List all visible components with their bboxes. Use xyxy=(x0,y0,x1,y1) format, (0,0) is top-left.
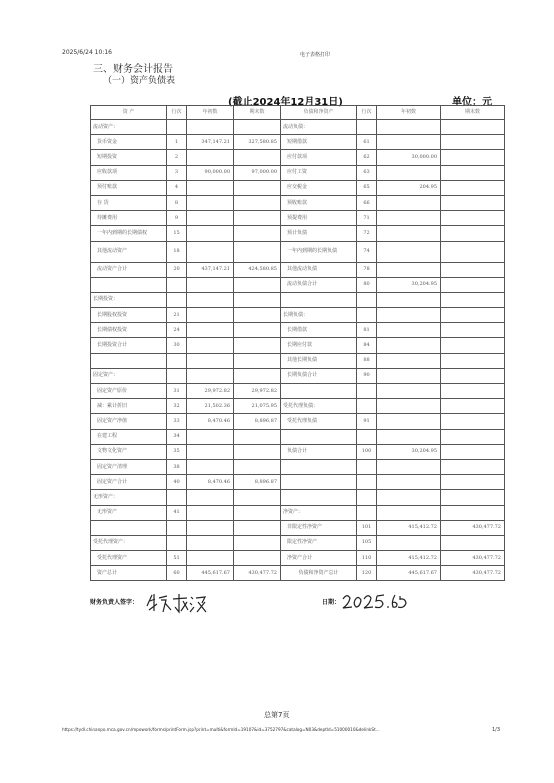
table-cell: 81 xyxy=(357,323,377,338)
table-row xyxy=(91,490,505,505)
table-cell xyxy=(441,277,505,292)
table-cell: 20 xyxy=(167,262,187,277)
table-cell: 31 xyxy=(167,384,187,399)
table-cell xyxy=(377,338,441,353)
table-row xyxy=(91,399,505,414)
table-cell: 8,470.46 xyxy=(187,475,234,490)
table-cell xyxy=(234,308,281,323)
table-cell xyxy=(281,384,357,399)
table-cell: 430,477.72 xyxy=(441,551,505,566)
table-cell xyxy=(441,165,505,180)
table-cell xyxy=(377,211,441,226)
table-cell xyxy=(187,459,234,474)
table-cell xyxy=(441,120,505,135)
table-cell: 8,896.87 xyxy=(234,414,281,429)
table-cell: 91 xyxy=(357,414,377,429)
table-cell: 在建工程 xyxy=(91,429,167,444)
table-cell: 流动负债： xyxy=(281,120,357,135)
table-row xyxy=(91,520,505,535)
table-row xyxy=(91,475,505,490)
table-cell: 66 xyxy=(357,195,377,210)
balance-sheet-table xyxy=(90,105,505,581)
table-cell xyxy=(441,150,505,165)
table-cell: 应付工资 xyxy=(281,165,357,180)
table-cell: 78 xyxy=(357,262,377,277)
table-row xyxy=(91,459,505,474)
table-cell: 预计负债 xyxy=(281,226,357,241)
table-cell: 424,580.85 xyxy=(234,262,281,277)
table-cell xyxy=(234,505,281,520)
table-cell: 流动资产合计 xyxy=(91,262,167,277)
table-cell: 101 xyxy=(357,520,377,535)
table-cell xyxy=(377,535,441,550)
table-cell xyxy=(377,459,441,474)
page-count: 1/3 xyxy=(492,727,501,733)
table-cell: 84 xyxy=(357,338,377,353)
table-cell xyxy=(187,551,234,566)
table-cell xyxy=(234,338,281,353)
table-cell: 受托代理资产 xyxy=(91,551,167,566)
table-cell: 资产总计 xyxy=(91,566,167,581)
table-cell: 长期投资合计 xyxy=(91,338,167,353)
table-cell xyxy=(187,241,234,262)
table-cell: 415,412.72 xyxy=(377,551,441,566)
table-cell: 105 xyxy=(357,535,377,550)
table-row xyxy=(91,368,505,383)
table-cell xyxy=(187,353,234,368)
table-cell: 净资产合计 xyxy=(281,551,357,566)
table-cell: 327,580.85 xyxy=(234,135,281,150)
table-cell: 430,477.72 xyxy=(234,566,281,581)
table-cell xyxy=(357,399,377,414)
table-cell: 固定资产原价 xyxy=(91,384,167,399)
table-row xyxy=(91,150,505,165)
table-row xyxy=(91,323,505,338)
table-cell: 固定资产： xyxy=(91,368,167,383)
table-cell xyxy=(234,120,281,135)
table-cell xyxy=(281,292,357,307)
table-cell xyxy=(377,384,441,399)
table-cell: 430,477.72 xyxy=(441,520,505,535)
table-cell: 应交税金 xyxy=(281,180,357,195)
table-cell: 受托代理资产： xyxy=(91,535,167,550)
report-date: (截止2024年12月31日) xyxy=(228,97,343,108)
table-cell xyxy=(187,535,234,550)
table-cell xyxy=(281,490,357,505)
table-cell: 存 货 xyxy=(91,195,167,210)
table-cell xyxy=(187,180,234,195)
table-cell xyxy=(377,323,441,338)
table-cell: 受托代理负债 xyxy=(281,414,357,429)
table-cell xyxy=(441,444,505,459)
table-cell: 货币资金 xyxy=(91,135,167,150)
table-cell xyxy=(187,277,234,292)
table-cell xyxy=(91,277,167,292)
table-cell: 437,147.21 xyxy=(187,262,234,277)
table-cell: 29,972.82 xyxy=(234,384,281,399)
table-cell xyxy=(167,368,187,383)
table-cell: 80 xyxy=(357,277,377,292)
table-cell xyxy=(281,475,357,490)
table-cell xyxy=(377,135,441,150)
table-cell: 21,075.95 xyxy=(234,399,281,414)
table-cell xyxy=(377,262,441,277)
table-cell: 30,204.95 xyxy=(377,444,441,459)
table-cell xyxy=(187,195,234,210)
signature-label: 财务负责人签字： xyxy=(90,599,139,606)
table-cell xyxy=(234,520,281,535)
column-header: 期末数 xyxy=(234,106,281,120)
table-cell: 30 xyxy=(167,338,187,353)
table-cell xyxy=(187,292,234,307)
table-cell: 8,896.87 xyxy=(234,475,281,490)
table-cell: 1 xyxy=(167,135,187,150)
table-cell: 61 xyxy=(357,135,377,150)
table-cell: 88 xyxy=(357,353,377,368)
table-cell: 90 xyxy=(357,368,377,383)
table-row xyxy=(91,277,505,292)
table-cell: 90,000.00 xyxy=(187,165,234,180)
table-cell xyxy=(187,444,234,459)
table-cell: 445,617.67 xyxy=(187,566,234,581)
table-cell: 74 xyxy=(357,241,377,262)
table-cell xyxy=(441,226,505,241)
table-cell xyxy=(377,226,441,241)
table-cell: 18 xyxy=(167,241,187,262)
table-cell: 短期借款 xyxy=(281,135,357,150)
table-cell: 9 xyxy=(167,211,187,226)
table-cell: 负债合计 xyxy=(281,444,357,459)
table-cell: 净资产： xyxy=(281,505,357,520)
table-cell xyxy=(441,399,505,414)
subsection-title: （一）资产负债表 xyxy=(103,76,176,86)
table-cell xyxy=(441,135,505,150)
table-cell xyxy=(377,241,441,262)
table-cell: 65 xyxy=(357,180,377,195)
table-cell xyxy=(234,211,281,226)
table-cell: 固定资产净值 xyxy=(91,414,167,429)
table-cell xyxy=(281,459,357,474)
table-cell xyxy=(441,475,505,490)
table-cell: 62 xyxy=(357,150,377,165)
table-cell: 38 xyxy=(167,459,187,474)
table-row xyxy=(91,241,505,262)
table-cell xyxy=(234,535,281,550)
table-cell xyxy=(234,150,281,165)
table-cell xyxy=(167,120,187,135)
table-cell xyxy=(441,195,505,210)
table-cell xyxy=(187,429,234,444)
table-cell xyxy=(377,490,441,505)
signature-scribble xyxy=(143,590,219,614)
table-cell: 固定资产清理 xyxy=(91,459,167,474)
table-cell: 347,147.21 xyxy=(187,135,234,150)
table-cell: 35 xyxy=(167,444,187,459)
table-row xyxy=(91,120,505,135)
table-cell xyxy=(234,323,281,338)
table-cell: 71 xyxy=(357,211,377,226)
table-cell xyxy=(167,292,187,307)
table-row xyxy=(91,384,505,399)
table-cell xyxy=(91,353,167,368)
table-cell xyxy=(187,211,234,226)
table-cell xyxy=(234,459,281,474)
table-cell xyxy=(357,490,377,505)
table-cell xyxy=(441,384,505,399)
table-row xyxy=(91,505,505,520)
table-cell xyxy=(441,414,505,429)
table-cell xyxy=(167,277,187,292)
table-cell: 21,502.36 xyxy=(187,399,234,414)
table-cell xyxy=(234,241,281,262)
table-cell xyxy=(441,535,505,550)
table-cell: 限定性净资产 xyxy=(281,535,357,550)
table-cell xyxy=(234,195,281,210)
table-cell xyxy=(187,338,234,353)
table-cell xyxy=(167,520,187,535)
table-cell: 预付账款 xyxy=(91,180,167,195)
unit-label: 单位：元 xyxy=(452,97,492,108)
table-cell xyxy=(357,308,377,323)
table-cell: 24 xyxy=(167,323,187,338)
table-row xyxy=(91,165,505,180)
column-header: 行次 xyxy=(167,106,187,120)
table-cell: 100 xyxy=(357,444,377,459)
table-cell: 63 xyxy=(357,165,377,180)
table-cell: 204.95 xyxy=(377,180,441,195)
table-cell: 8,470.46 xyxy=(187,414,234,429)
table-cell: 文物文化资产 xyxy=(91,444,167,459)
table-cell xyxy=(377,292,441,307)
table-cell xyxy=(187,520,234,535)
table-cell xyxy=(281,429,357,444)
table-cell xyxy=(234,551,281,566)
table-row xyxy=(91,338,505,353)
table-cell: 长期负债合计 xyxy=(281,368,357,383)
table-cell xyxy=(187,120,234,135)
table-cell xyxy=(167,490,187,505)
table-cell xyxy=(441,429,505,444)
table-cell: 30,204.95 xyxy=(377,277,441,292)
table-cell xyxy=(357,505,377,520)
table-cell: 15 xyxy=(167,226,187,241)
table-cell xyxy=(167,535,187,550)
table-cell xyxy=(441,292,505,307)
table-cell: 33 xyxy=(167,414,187,429)
table-cell: 流动负债合计 xyxy=(281,277,357,292)
table-row xyxy=(91,535,505,550)
table-cell xyxy=(441,338,505,353)
table-cell xyxy=(441,490,505,505)
column-header: 年初数 xyxy=(187,106,234,120)
table-cell xyxy=(441,368,505,383)
print-timestamp: 2025/6/24 10:16 xyxy=(62,49,112,56)
table-cell: 21 xyxy=(167,308,187,323)
table-cell: 预提费用 xyxy=(281,211,357,226)
table-row xyxy=(91,308,505,323)
table-cell: 2 xyxy=(167,150,187,165)
column-header: 资 产 xyxy=(91,106,167,120)
table-cell xyxy=(91,520,167,535)
table-cell xyxy=(187,226,234,241)
table-cell: 30,000.00 xyxy=(377,150,441,165)
table-cell xyxy=(377,353,441,368)
table-cell xyxy=(377,414,441,429)
table-cell: 其他长期负债 xyxy=(281,353,357,368)
table-cell xyxy=(234,277,281,292)
table-cell xyxy=(357,459,377,474)
table-cell xyxy=(377,399,441,414)
table-row xyxy=(91,262,505,277)
table-cell: 3 xyxy=(167,165,187,180)
table-cell xyxy=(234,490,281,505)
table-cell xyxy=(377,505,441,520)
table-cell: 固定资产合计 xyxy=(91,475,167,490)
table-cell xyxy=(377,308,441,323)
table-cell: 长期投资： xyxy=(91,292,167,307)
table-cell xyxy=(234,444,281,459)
table-cell xyxy=(441,262,505,277)
table-cell: 415,412.72 xyxy=(377,520,441,535)
table-cell xyxy=(234,353,281,368)
table-cell: 负债和净资产总计 xyxy=(281,566,357,581)
table-cell: 430,477.72 xyxy=(441,566,505,581)
table-row xyxy=(91,211,505,226)
table-cell xyxy=(234,180,281,195)
table-cell: 32 xyxy=(167,399,187,414)
table-row xyxy=(91,195,505,210)
table-cell: 减：累计折旧 xyxy=(91,399,167,414)
table-cell: 一年内到期的长期负债 xyxy=(281,241,357,262)
table-cell xyxy=(441,241,505,262)
table-cell xyxy=(234,292,281,307)
table-cell: 40 xyxy=(167,475,187,490)
table-cell: 97,000.00 xyxy=(234,165,281,180)
table-cell: 非限定性净资产 xyxy=(281,520,357,535)
table-cell: 445,617.67 xyxy=(377,566,441,581)
table-cell: 无形资产 xyxy=(91,505,167,520)
table-row xyxy=(91,180,505,195)
table-cell: 待摊费用 xyxy=(91,211,167,226)
table-cell: 短期投资 xyxy=(91,150,167,165)
table-cell: 4 xyxy=(167,180,187,195)
table-cell xyxy=(357,292,377,307)
table-cell: 长期借款 xyxy=(281,323,357,338)
table-cell xyxy=(357,384,377,399)
table-cell: 应付款项 xyxy=(281,150,357,165)
table-cell xyxy=(357,429,377,444)
table-cell: 51 xyxy=(167,551,187,566)
table-cell xyxy=(234,429,281,444)
table-cell xyxy=(441,323,505,338)
table-row xyxy=(91,226,505,241)
column-header: 年初数 xyxy=(377,106,441,120)
table-cell: 一年内到期的长期债权 xyxy=(91,226,167,241)
date-label: 日期： xyxy=(322,599,341,606)
table-cell xyxy=(377,368,441,383)
table-cell xyxy=(357,475,377,490)
table-cell xyxy=(441,353,505,368)
table-row xyxy=(91,429,505,444)
table-cell xyxy=(167,353,187,368)
table-cell xyxy=(187,490,234,505)
footer-url: https://tydl.chinanpo.mca.gov.cn/mpowork/forms/printForm.jsp?print=multi&formId=19107&id=3752797&catalog=N03&deptId=51000010&delinkSt... xyxy=(62,727,380,732)
table-cell: 受托代理负债： xyxy=(281,399,357,414)
column-header: 期末数 xyxy=(441,106,505,120)
table-cell: 预收账款 xyxy=(281,195,357,210)
table-cell xyxy=(234,226,281,241)
table-cell: 长期负债： xyxy=(281,308,357,323)
table-cell: 72 xyxy=(357,226,377,241)
table-cell: 其他流动资产 xyxy=(91,241,167,262)
table-row xyxy=(91,444,505,459)
date-scribble xyxy=(340,590,410,612)
table-cell xyxy=(377,429,441,444)
table-cell xyxy=(377,165,441,180)
print-title: 电子表格打印 xyxy=(300,52,331,58)
table-cell xyxy=(441,211,505,226)
table-row xyxy=(91,292,505,307)
table-cell xyxy=(187,323,234,338)
table-cell: 流动资产： xyxy=(91,120,167,135)
table-cell xyxy=(441,505,505,520)
table-row xyxy=(91,551,505,566)
table-cell: 110 xyxy=(357,551,377,566)
table-cell xyxy=(357,120,377,135)
table-cell: 41 xyxy=(167,505,187,520)
table-cell xyxy=(441,180,505,195)
table-cell: 60 xyxy=(167,566,187,581)
column-header: 负债和净资产 xyxy=(281,106,357,120)
table-cell xyxy=(187,368,234,383)
table-cell: 长期股权投资 xyxy=(91,308,167,323)
table-cell xyxy=(377,120,441,135)
table-cell xyxy=(377,475,441,490)
table-cell xyxy=(441,308,505,323)
handwritten-signature xyxy=(143,590,219,618)
table-cell xyxy=(234,368,281,383)
page-total: 总第7页 xyxy=(264,711,290,719)
table-cell xyxy=(187,308,234,323)
table-row xyxy=(91,414,505,429)
column-header: 行次 xyxy=(357,106,377,120)
table-row xyxy=(91,135,505,150)
table-row xyxy=(91,566,505,581)
table-cell: 应收款项 xyxy=(91,165,167,180)
handwritten-date xyxy=(340,590,410,616)
table-cell xyxy=(187,150,234,165)
table-cell xyxy=(187,505,234,520)
table-cell: 8 xyxy=(167,195,187,210)
table-cell: 34 xyxy=(167,429,187,444)
table-cell xyxy=(441,459,505,474)
table-cell xyxy=(377,195,441,210)
table-cell: 无形资产： xyxy=(91,490,167,505)
table-row xyxy=(91,353,505,368)
table-cell: 120 xyxy=(357,566,377,581)
table-cell: 其他流动负债 xyxy=(281,262,357,277)
table-cell: 长期应付款 xyxy=(281,338,357,353)
section-title: 三、财务会计报告 xyxy=(93,64,173,75)
table-cell: 29,972.82 xyxy=(187,384,234,399)
table-header-row xyxy=(91,106,505,120)
table-cell: 长期债权投资 xyxy=(91,323,167,338)
